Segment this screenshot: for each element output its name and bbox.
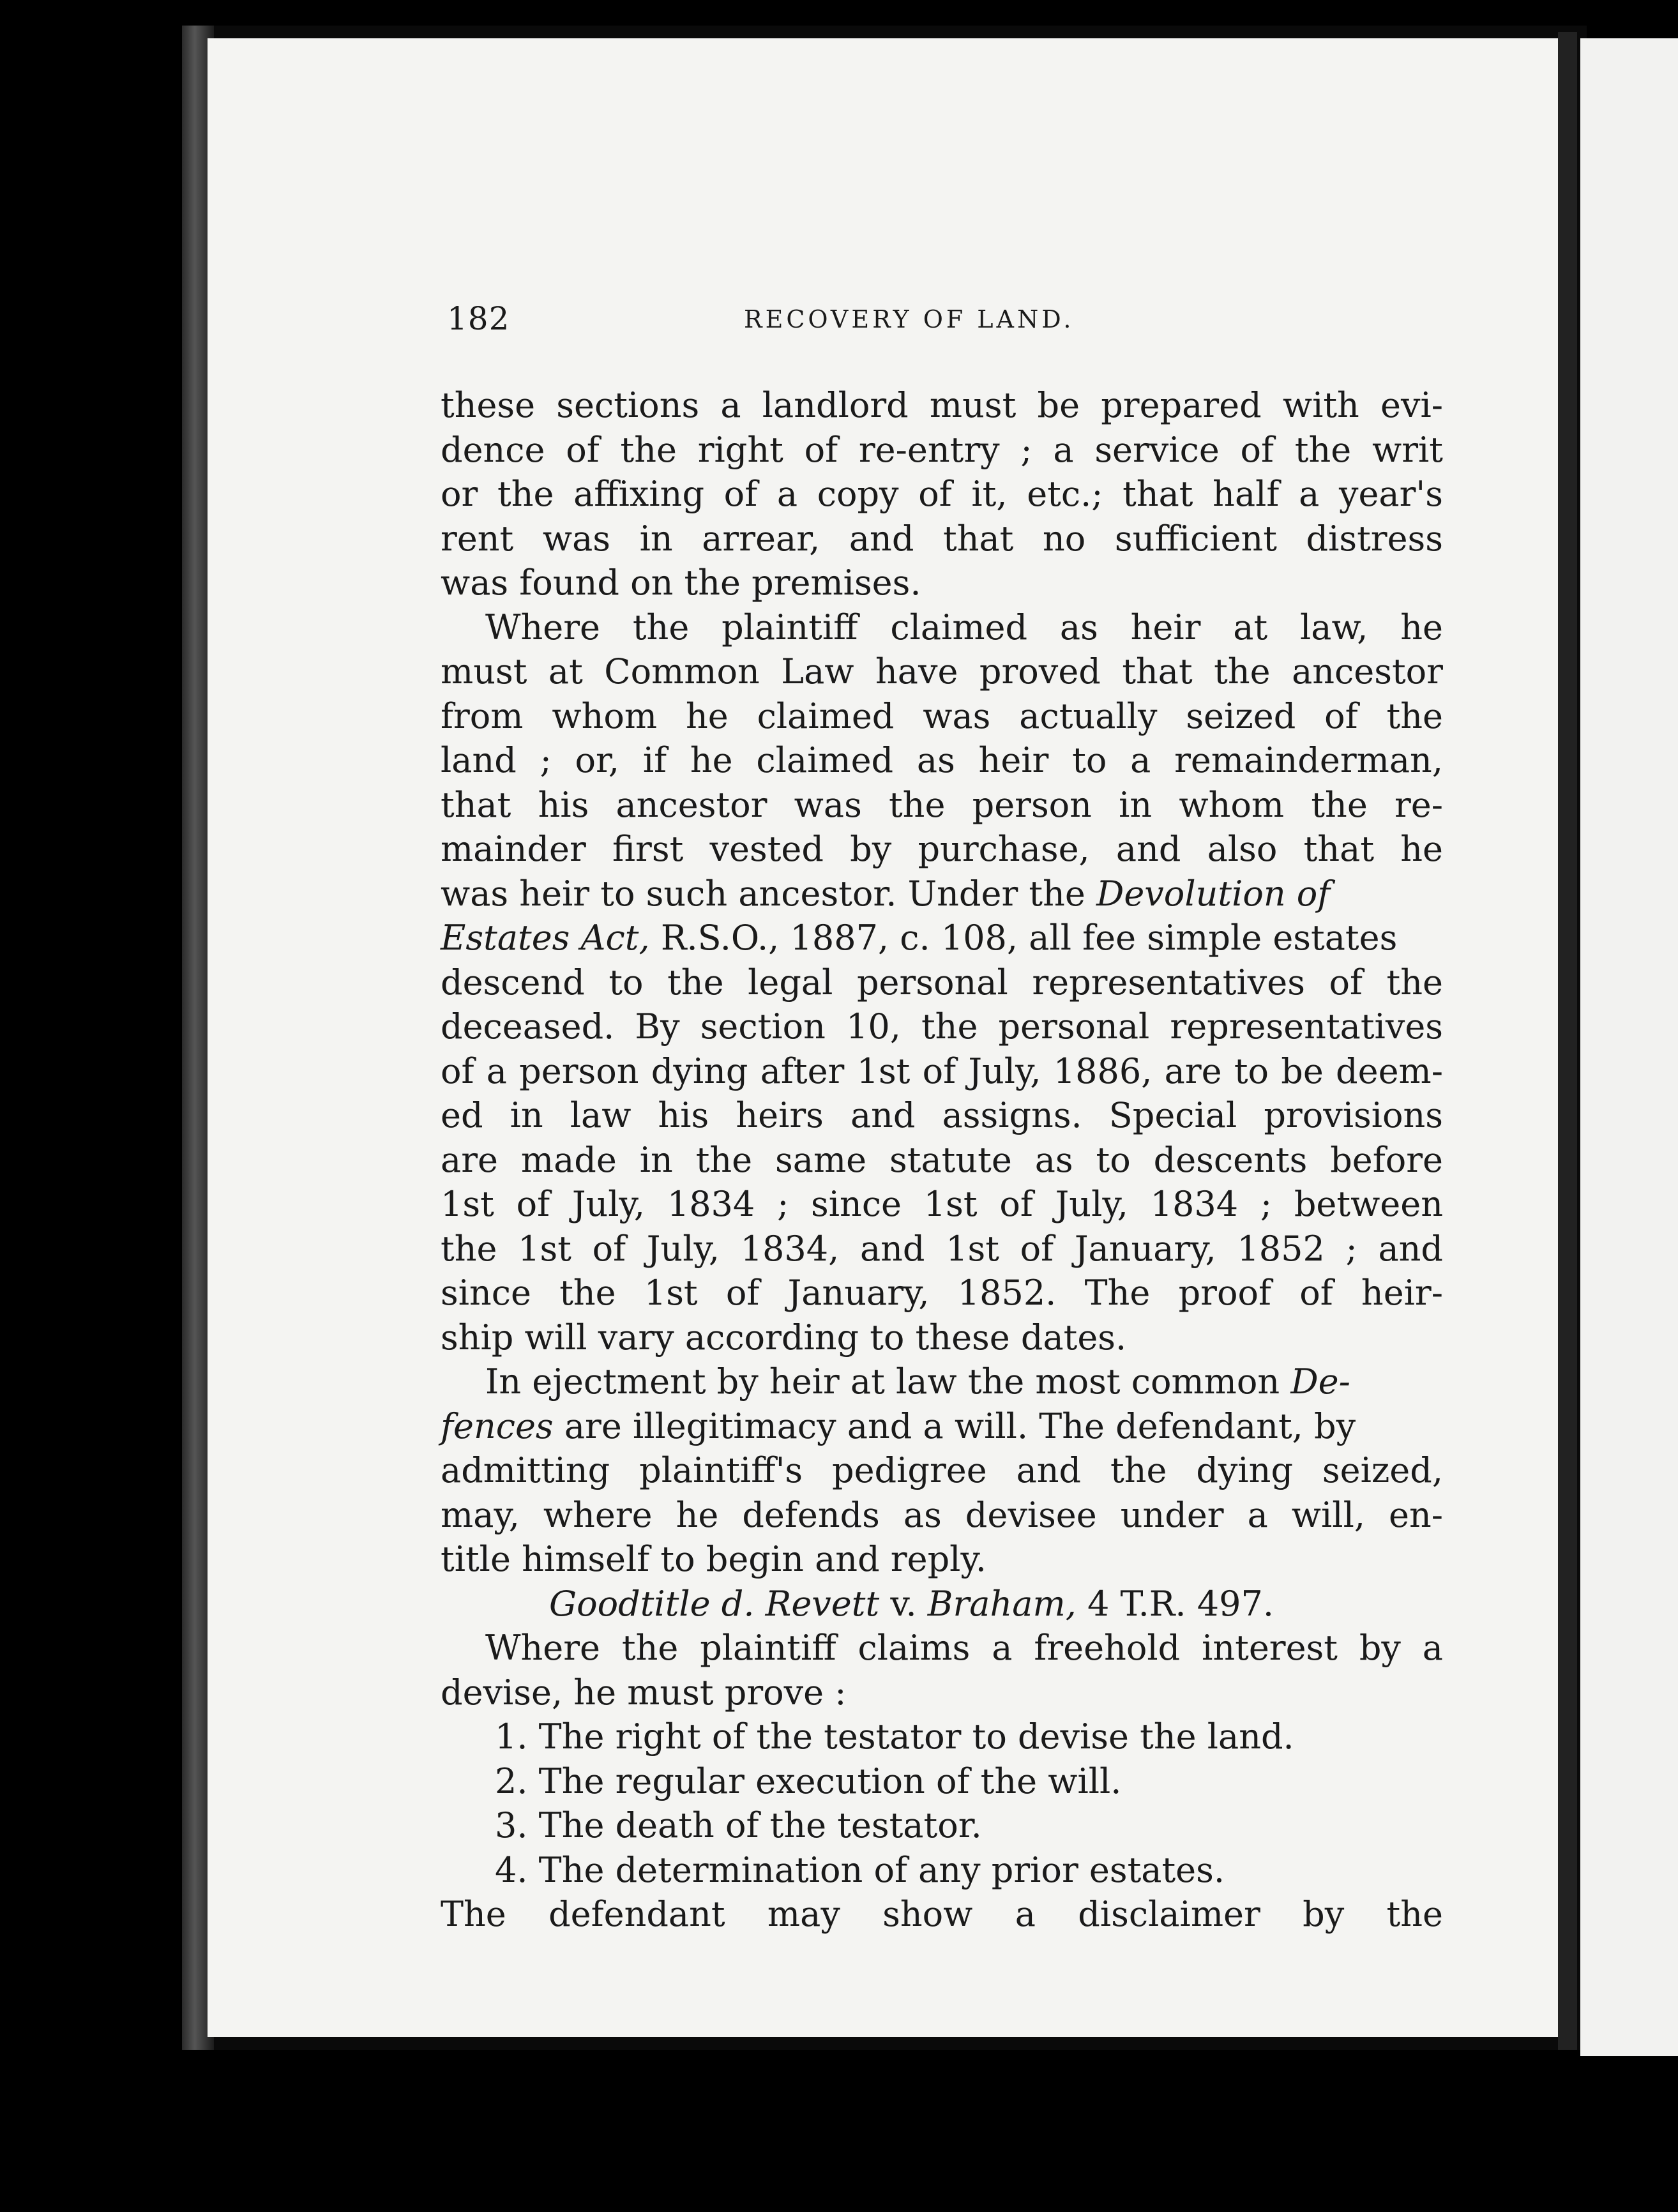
text-line: must at Common Law have proved that the ancestor bbox=[441, 651, 1443, 692]
text-line bbox=[441, 1404, 1443, 1449]
text-segment: are illegitimacy and a will. The defendant, by bbox=[564, 1405, 1356, 1446]
text-segment: v. bbox=[890, 1583, 917, 1624]
italic-term: fences bbox=[441, 1405, 554, 1446]
text-line: ed in law his heirs and assigns. Special provisions bbox=[441, 1095, 1443, 1135]
text-line: devise, he must prove : bbox=[441, 1672, 847, 1713]
text-line: title himself to begin and reply. bbox=[441, 1539, 986, 1579]
text-line: from whom he claimed was actually seized of the bbox=[441, 695, 1443, 736]
italic-term: De- bbox=[1290, 1361, 1350, 1402]
text-line: these sections a landlord must be prepared with evi- bbox=[441, 385, 1443, 425]
text-segment: was heir to such ancestor. Under the bbox=[441, 873, 1085, 914]
text-line: 1st of July, 1834 ; since 1st of July, 1834 ; between bbox=[441, 1184, 1443, 1224]
statute-title: Estates Act, bbox=[441, 918, 650, 958]
text-line: of a person dying after 1st of July, 1886, are to be deem- bbox=[441, 1050, 1443, 1091]
text-line: Where the plaintiff claims a freehold interest by a bbox=[485, 1628, 1443, 1668]
case-party: Braham, bbox=[927, 1583, 1077, 1624]
page-number: 182 bbox=[447, 300, 510, 337]
text-line: Where the plaintiff claimed as heir at law, he bbox=[485, 607, 1443, 648]
text-line: dence of the right of re-entry ; a service of the writ bbox=[441, 429, 1443, 470]
text-line: that his ancestor was the person in whom the re- bbox=[441, 784, 1443, 825]
text-line bbox=[441, 916, 1443, 960]
text-line bbox=[441, 872, 1443, 916]
body-text bbox=[441, 383, 1443, 1937]
list-item: 2. The regular execution of the will. bbox=[495, 1761, 1122, 1801]
gutter-shadow bbox=[1558, 32, 1577, 2050]
text-line: mainder first vested by purchase, and also that he bbox=[441, 829, 1443, 869]
text-line: or the affixing of a copy of it, etc.; that half a year's bbox=[441, 474, 1443, 514]
text-line bbox=[441, 1360, 1443, 1404]
list-item: 1. The right of the testator to devise the land. bbox=[495, 1716, 1294, 1757]
text-line: since the 1st of January, 1852. The proof of heir- bbox=[441, 1273, 1443, 1313]
case-party: Goodtitle d. Revett bbox=[549, 1583, 880, 1624]
text-line: descend to the legal personal representatives of the bbox=[441, 962, 1443, 1003]
text-line: may, where he defends as devisee under a will, en- bbox=[441, 1494, 1443, 1535]
text-line: The defendant may show a disclaimer by the bbox=[441, 1894, 1443, 1934]
page-header bbox=[447, 300, 1469, 351]
running-title: RECOVERY OF LAND. bbox=[744, 305, 1075, 333]
case-citation bbox=[441, 1582, 1443, 1626]
text-segment: In ejectment by heir at law the most common bbox=[485, 1361, 1280, 1402]
statute-title: Devolution of bbox=[1096, 873, 1331, 914]
text-line: rent was in arrear, and that no sufficient distress bbox=[441, 518, 1443, 559]
text-line: was found on the premises. bbox=[441, 563, 921, 603]
text-segment: 4 T.R. 497. bbox=[1087, 1583, 1274, 1624]
text-line: land ; or, if he claimed as heir to a remainderman, bbox=[441, 740, 1443, 780]
facing-page-edge bbox=[1580, 38, 1678, 2056]
list-item: 4. The determination of any prior estates. bbox=[495, 1849, 1225, 1890]
text-segment: R.S.O., 1887, c. 108, all fee simple estates bbox=[660, 918, 1398, 958]
text-line: are made in the same statute as to descents before bbox=[441, 1139, 1443, 1180]
text-line: deceased. By section 10, the personal representatives bbox=[441, 1006, 1443, 1047]
text-line: ship will vary according to these dates. bbox=[441, 1317, 1127, 1358]
text-line: admitting plaintiff's pedigree and the dying seized, bbox=[441, 1450, 1443, 1490]
list-item: 3. The death of the testator. bbox=[495, 1805, 982, 1845]
text-line: the 1st of July, 1834, and 1st of January, 1852 ; and bbox=[441, 1228, 1443, 1269]
